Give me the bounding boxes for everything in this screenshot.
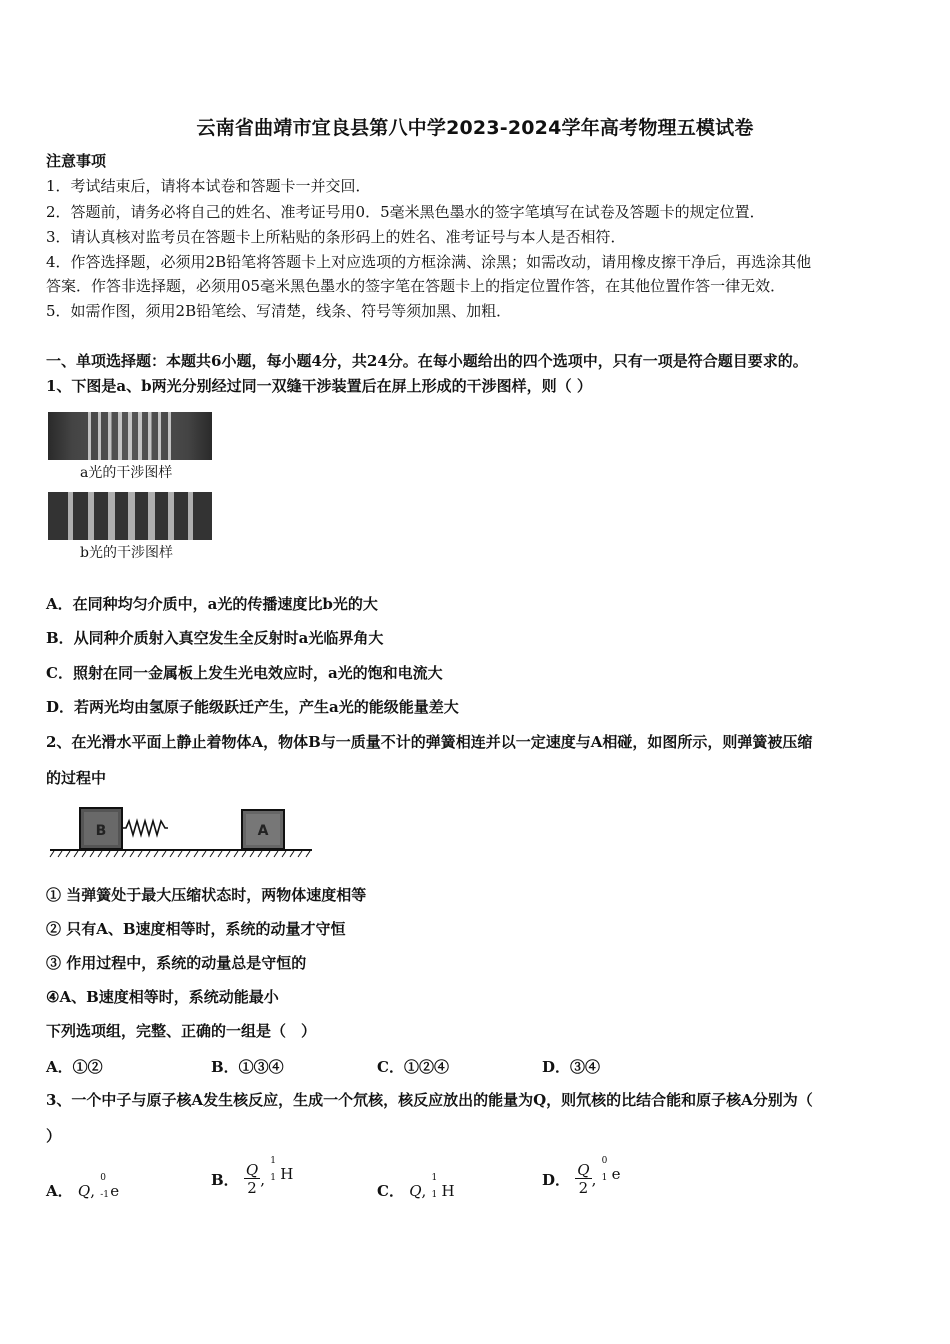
statement-4: ④A、B速度相等时，系统动能最小 — [46, 988, 279, 1006]
option-letter: A． — [46, 1182, 73, 1200]
q2-option-d: D．③④ — [542, 1058, 601, 1076]
q2-option-b: B．①③④ — [211, 1058, 284, 1076]
nuclide: 0 -1 e — [100, 1173, 120, 1200]
q2-option-a: A．①② — [46, 1058, 103, 1076]
caption-a: a光的干涉图样 — [80, 465, 173, 481]
statement-3: ③ 作用过程中，系统的动量总是守恒的 — [46, 954, 307, 972]
question-3-stem: 3、一个中子与原子核A发生核反应，生成一个氘核，核反应放出的能量为Q，则氘核的比结合能和原子核A分别为（ — [46, 1091, 813, 1109]
interference-pattern-a — [48, 412, 212, 460]
option-c: C．照射在同一金属板上发生光电效应时，a光的饱和电流大 — [46, 664, 443, 682]
notice-item: 2．答题前，请务必将自己的姓名、准考证号用0．5毫米黑色墨水的签字笔填写在试卷及答题卡的规定位置． — [46, 203, 765, 221]
question-2-ask: 下列选项组，完整、正确的一组是（ ） — [46, 1022, 317, 1040]
spring-collision-figure — [48, 800, 318, 862]
q3-option-d: D． $\frac{Q}{2}$ , 0 1 e — [542, 1155, 621, 1197]
option-letter: B． — [211, 1171, 239, 1189]
option-d: D．若两光均由氢原子能级跃迁产生，产生a光的能级能量差大 — [46, 698, 459, 716]
q3-option-c: C． Q, 1 1 H — [377, 1173, 455, 1200]
q3-option-a: A． Q, 0 -1 e — [46, 1173, 120, 1200]
question-1-stem: 1、下图是a、b两光分别经过同一双缝干涉装置后在屏上形成的干涉图样，则（ ） — [46, 377, 592, 395]
interference-pattern-b — [48, 492, 212, 540]
exam-title: 云南省曲靖市宜良县第八中学2023-2024学年高考物理五模试卷 — [196, 117, 754, 139]
nuclide: 1 1 H — [431, 1173, 455, 1200]
block-b-label: B — [95, 823, 107, 839]
option-a: A．在同种均匀介质中，a光的传播速度比b光的大 — [46, 595, 378, 613]
option-letter: D． — [542, 1171, 571, 1189]
statement-2: ② 只有A、B速度相等时，系统的动量才守恒 — [46, 920, 346, 938]
notice-item: 3．请认真核对监考员在答题卡上所粘贴的条形码上的姓名、准考证号与本人是否相符． — [46, 228, 626, 246]
notice-item: 4．作答选择题，必须用2B铅笔将答题卡上对应选项的方框涂满、涂黑；如需改动，请用橡皮擦干净后，再选涂其他 — [46, 253, 812, 271]
notice-heading: 注意事项 — [46, 152, 107, 170]
notice-item: 5．如需作图，须用2B铅笔绘、写清楚，线条、符号等须加黑、加粗． — [46, 302, 512, 320]
option-b: B．从同种介质射入真空发生全反射时a光临界角大 — [46, 629, 384, 647]
fraction: $\frac{Q}{2}$ — [245, 1161, 259, 1197]
block-a-label: A — [257, 823, 269, 839]
statement-1: ① 当弹簧处于最大压缩状态时，两物体速度相等 — [46, 886, 367, 904]
fraction: $\frac{Q}{2}$ — [577, 1161, 590, 1197]
caption-b: b光的干涉图样 — [80, 545, 173, 561]
option-letter: C． — [377, 1182, 404, 1200]
energy-q: Q — [409, 1182, 422, 1200]
question-3-stem-cont: ） — [46, 1127, 62, 1145]
nuclide: 0 1 e — [601, 1155, 621, 1183]
q3-option-b: B． $\frac{Q}{2}$ , 1 1 H — [211, 1155, 294, 1197]
notice-item: 答案．作答非选择题，必须用05毫米黑色墨水的签字笔在答题卡上的指定位置作答，在其他位置作答一律无效． — [46, 277, 786, 295]
question-2-stem: 2、在光滑水平面上静止着物体A，物体B与一质量不计的弹簧相连并以一定速度与A相碰，如图所示，则弹簧被压缩 — [46, 733, 813, 751]
question-2-stem-cont: 的过程中 — [46, 769, 107, 787]
nuclide: 1 1 H — [270, 1155, 294, 1183]
energy-q: Q — [77, 1182, 91, 1200]
notice-item: 1．考试结束后，请将本试卷和答题卡一并交回． — [46, 177, 371, 195]
q2-option-c: C．①②④ — [377, 1058, 449, 1076]
section-heading: 一、单项选择题：本题共6小题，每小题4分，共24分。在每小题给出的四个选项中，只有一项是符合题目要求的。 — [46, 352, 808, 370]
